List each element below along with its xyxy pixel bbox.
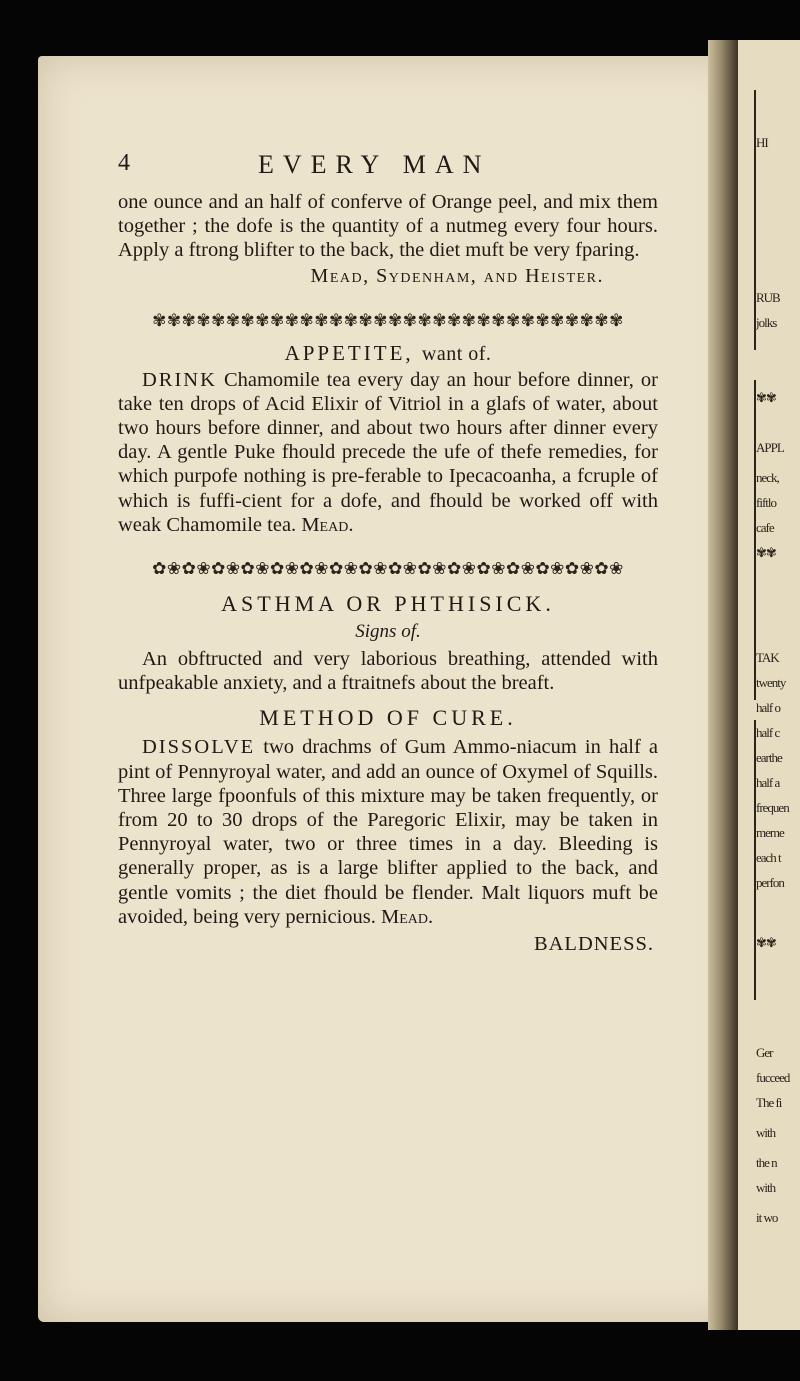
running-head-title: EVERY MAN bbox=[258, 150, 491, 179]
adjacent-page-fragment: HI bbox=[756, 135, 768, 150]
method-lead-word: DISSOLVE bbox=[142, 736, 256, 759]
appetite-heading-title: APPETITE, bbox=[284, 340, 414, 365]
running-head bbox=[118, 150, 658, 190]
adjacent-page-fragment: ✾✾ bbox=[756, 545, 776, 560]
adjacent-page-fragment: with bbox=[756, 1180, 776, 1195]
appetite-text: Chamomile tea every day an hour before dinner, or take ten drops of Acid Elixir of Vitriol in a glafs of water, about two hours before dinner, and about two hours after dinner every day. A gentle Puke fhould precede the ufe of thefe remedies, for which purpofe nothing is pre-ferable to Ipecacoanha, a fcruple of which is fuffi-cient for a dofe, and fhould be worked off with weak Chamomile tea. bbox=[118, 368, 659, 536]
appetite-heading-subtitle: want of. bbox=[421, 342, 492, 365]
catchword: BALDNESS. bbox=[533, 933, 654, 956]
adjacent-page-fragment: Ger bbox=[756, 1045, 773, 1060]
adjacent-page-fragment: twenty bbox=[756, 675, 786, 690]
adjacent-page-fragment: The fi bbox=[756, 1095, 782, 1110]
page-number: 4 bbox=[118, 150, 130, 176]
asthma-signs-paragraph: An obftructed and very laborious breathing, attended with unfpeakable anxiety, and a ftraitnefs about the breaft. bbox=[118, 648, 658, 695]
adjacent-page-fragment: TAK bbox=[756, 650, 779, 665]
adjacent-page-fragment: the n bbox=[756, 1155, 777, 1170]
adjacent-page-fragment: fiftlo bbox=[756, 495, 776, 510]
asthma-heading: ASTHMA OR PHTHISICK. bbox=[221, 591, 555, 617]
intro-citation: Mead, Sydenham, and Heister. bbox=[310, 264, 604, 287]
adjacent-page-fragment: jolks bbox=[756, 315, 777, 330]
ornament-divider: ✾✾✾✾✾✾✾✾✾✾✾✾✾✾✾✾✾✾✾✾✾✾✾✾✾✾✾✾✾✾✾✾ bbox=[152, 310, 624, 330]
ornament-divider: ✿❀✿❀✿❀✿❀✿❀✿❀✿❀✿❀✿❀✿❀✿❀✿❀✿❀✿❀✿❀✿❀ bbox=[152, 559, 624, 579]
adjacent-page-fragment: half c bbox=[756, 725, 780, 740]
adjacent-page-fragment: each t bbox=[756, 850, 781, 865]
adjacent-page-fragment: half a bbox=[756, 775, 780, 790]
appetite-paragraph bbox=[118, 368, 658, 537]
adjacent-page-fragment: half o bbox=[756, 700, 780, 715]
adjacent-page-fragment: fucceed bbox=[756, 1070, 790, 1085]
adjacent-page-fragment: cafe bbox=[756, 520, 774, 535]
page-gutter bbox=[708, 40, 738, 1330]
method-paragraph bbox=[118, 735, 658, 929]
adjacent-page-fragment: ✾✾ bbox=[756, 390, 776, 405]
method-text: two drachms of Gum Ammo-niacum in half a pint of Pennyroyal water, and add an ounce of Oxymel of Squills. Three large fpoonfuls of this mixture may be taken frequently, or from 20 to 30 drops of the Paregoric Elixir, may be taken in Pennyroyal water, two or three times in a day. Bleeding is generally proper, as is a large blifter applied to the back, and gentle vomits ; the diet fhould be flender. Malt liquors muft be avoided, being very pernicious. bbox=[118, 736, 658, 928]
asthma-signs-subheading: Signs of. bbox=[355, 621, 421, 643]
bracket-line bbox=[754, 720, 756, 1000]
adjacent-page-fragment: neck, bbox=[756, 470, 779, 485]
adjacent-page-edge bbox=[738, 40, 800, 1330]
intro-paragraph: one ounce and an half of conferve of Orange peel, and mix them together ; the dofe is the quantity of a nutmeg every four hours. Apply a ftrong blifter to the back, the diet muft be very fparing. bbox=[118, 191, 658, 262]
appetite-heading bbox=[118, 341, 658, 366]
appetite-lead-word: DRINK bbox=[142, 368, 217, 391]
appetite-citation: Mead. bbox=[301, 513, 354, 536]
adjacent-page-fragment: ✾✾ bbox=[756, 935, 776, 950]
page-content bbox=[118, 150, 658, 959]
adjacent-page-fragment: meme bbox=[756, 825, 784, 840]
method-heading: METHOD OF CURE. bbox=[259, 705, 517, 731]
adjacent-page-fragment: RUB bbox=[756, 290, 780, 305]
adjacent-page-fragment: with bbox=[756, 1125, 776, 1140]
adjacent-page-fragment: APPL bbox=[756, 440, 784, 455]
adjacent-page-fragment: frequen bbox=[756, 800, 789, 815]
adjacent-page-fragment: earthe bbox=[756, 750, 782, 765]
bracket-line bbox=[754, 90, 756, 350]
bracket-line bbox=[754, 380, 756, 700]
adjacent-page-fragment: it wo bbox=[756, 1210, 778, 1225]
adjacent-page-fragment: perfon bbox=[756, 875, 784, 890]
method-citation: Mead. bbox=[381, 905, 434, 928]
